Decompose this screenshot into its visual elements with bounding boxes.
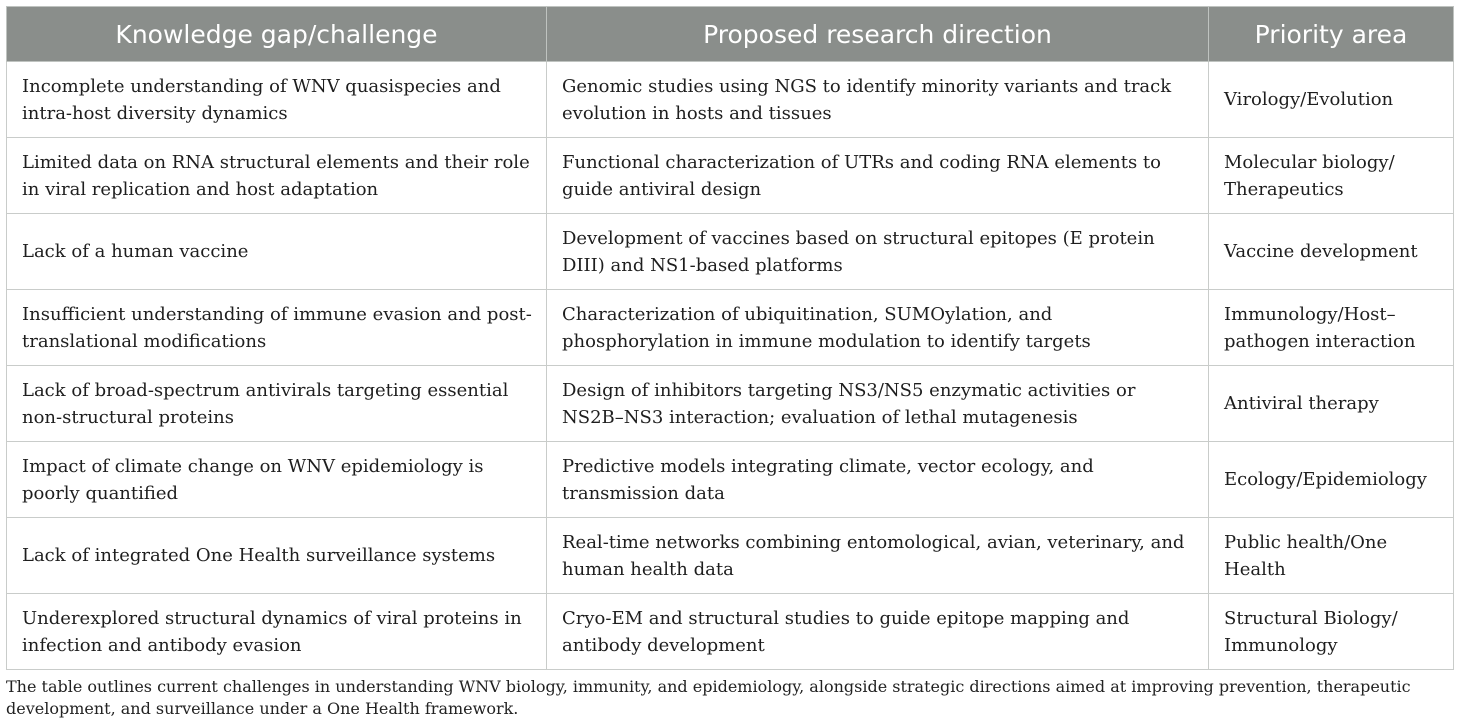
header-priority-area: Priority area	[1209, 7, 1454, 62]
cell-knowledge-gap: Incomplete understanding of WNV quasispecies and intra-host diversity dynamics	[7, 62, 547, 138]
table-body	[7, 62, 1454, 670]
research-gaps-table	[6, 6, 1454, 670]
cell-priority-area: Molecular biology/ Therapeutics	[1209, 138, 1454, 214]
cell-research-direction: Predictive models integrating climate, vector ecology, and transmission data	[547, 442, 1209, 518]
cell-research-direction: Functional characterization of UTRs and coding RNA elements to guide antiviral design	[547, 138, 1209, 214]
cell-research-direction: Real-time networks combining entomological, avian, veterinary, and human health data	[547, 518, 1209, 594]
cell-priority-area: Virology/Evolution	[1209, 62, 1454, 138]
table-row	[7, 214, 1454, 290]
table-row	[7, 442, 1454, 518]
cell-priority-area: Immunology/Host–pathogen interaction	[1209, 290, 1454, 366]
cell-knowledge-gap: Insufficient understanding of immune evasion and post-translational modifications	[7, 290, 547, 366]
table-row	[7, 366, 1454, 442]
cell-knowledge-gap: Lack of a human vaccine	[7, 214, 547, 290]
cell-knowledge-gap: Impact of climate change on WNV epidemiology is poorly quantified	[7, 442, 547, 518]
cell-priority-area: Vaccine development	[1209, 214, 1454, 290]
table-row	[7, 138, 1454, 214]
table-row	[7, 62, 1454, 138]
table-caption: The table outlines current challenges in understanding WNV biology, immunity, and epidemiology, alongside strategic directions aimed at improving prevention, therapeutic development, and surveillance under a One Health framework.	[6, 677, 1411, 718]
table-row	[7, 594, 1454, 670]
cell-knowledge-gap: Limited data on RNA structural elements and their role in viral replication and host adaptation	[7, 138, 547, 214]
cell-research-direction: Characterization of ubiquitination, SUMOylation, and phosphorylation in immune modulation to identify targets	[547, 290, 1209, 366]
cell-knowledge-gap: Lack of broad-spectrum antivirals targeting essential non-structural proteins	[7, 366, 547, 442]
header-knowledge-gap: Knowledge gap/challenge	[7, 7, 547, 62]
cell-research-direction: Genomic studies using NGS to identify minority variants and track evolution in hosts and tissues	[547, 62, 1209, 138]
cell-priority-area: Structural Biology/ Immunology	[1209, 594, 1454, 670]
cell-research-direction: Cryo-EM and structural studies to guide epitope mapping and antibody development	[547, 594, 1209, 670]
header-row	[7, 7, 1454, 62]
cell-research-direction: Development of vaccines based on structural epitopes (E protein DIII) and NS1-based platforms	[547, 214, 1209, 290]
cell-research-direction: Design of inhibitors targeting NS3/NS5 enzymatic activities or NS2B–NS3 interaction; evaluation of lethal mutagenesis	[547, 366, 1209, 442]
cell-knowledge-gap: Underexplored structural dynamics of viral proteins in infection and antibody evasion	[7, 594, 547, 670]
table-container	[6, 6, 1453, 670]
header-research-direction: Proposed research direction	[547, 7, 1209, 62]
table-row	[7, 518, 1454, 594]
table-header	[7, 7, 1454, 62]
cell-priority-area: Ecology/Epidemiology	[1209, 442, 1454, 518]
table-row	[7, 290, 1454, 366]
cell-priority-area: Antiviral therapy	[1209, 366, 1454, 442]
cell-priority-area: Public health/One Health	[1209, 518, 1454, 594]
cell-knowledge-gap: Lack of integrated One Health surveillance systems	[7, 518, 547, 594]
